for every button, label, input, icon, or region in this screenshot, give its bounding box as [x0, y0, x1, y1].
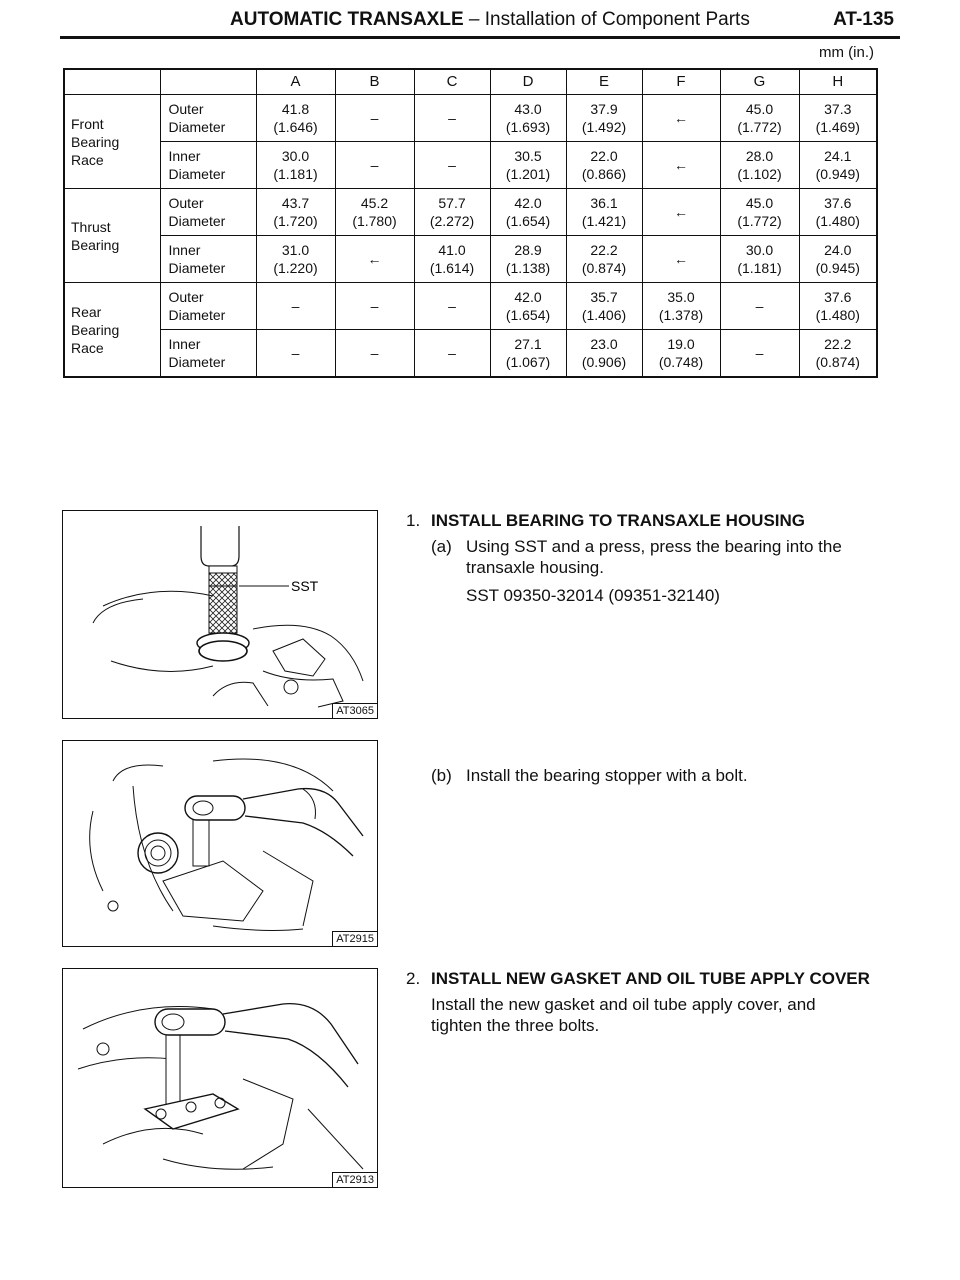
- step-2-text: [431, 994, 901, 1036]
- row-sub-label: [160, 189, 256, 236]
- table-row: [64, 142, 877, 189]
- cell-value-mm: 35.0: [667, 289, 695, 305]
- cell-value-mm: –: [291, 298, 300, 314]
- table-cell: [642, 189, 720, 236]
- cell-value-mm: ←: [674, 251, 688, 267]
- cell-value-mm: 41.8: [281, 101, 310, 117]
- cell-value-in: (1.492): [581, 119, 627, 135]
- page-title-bold: AUTOMATIC TRANSAXLE: [230, 9, 464, 30]
- table-cell: [566, 330, 642, 378]
- cell-value-mm: 23.0: [590, 336, 618, 352]
- cell-value-in: (1.780): [352, 213, 397, 229]
- table-row: [64, 189, 877, 236]
- cell-value-mm: 37.3: [824, 101, 852, 117]
- cell-value-mm: –: [755, 298, 764, 314]
- cell-value-in: (1.480): [815, 213, 860, 229]
- substep-label: (b): [431, 766, 452, 785]
- cell-value-mm: 30.5: [514, 148, 542, 164]
- cell-value-mm: –: [755, 345, 764, 361]
- cell-value-in: (1.181): [273, 166, 318, 182]
- table-cell: [799, 283, 877, 330]
- cell-value-in: (0.748): [658, 354, 704, 370]
- cell-value-mm: –: [448, 345, 456, 361]
- cell-value-in: (0.874): [815, 354, 860, 370]
- table-cell: [720, 95, 799, 142]
- table-header-row: [64, 69, 877, 95]
- table-cell: [256, 330, 335, 378]
- cell-value-in: (1.646): [273, 119, 318, 135]
- row-sub-label: [160, 95, 256, 142]
- cell-value-mm: 22.2: [590, 242, 618, 258]
- cell-value-in: (1.469): [815, 119, 860, 135]
- row-sub-label-line: Inner: [168, 148, 201, 164]
- figure-code: AT2915: [332, 931, 377, 946]
- table-cell: [414, 283, 490, 330]
- substep-text: Install the bearing stopper with a bolt.: [466, 766, 748, 785]
- header-blank: [160, 69, 256, 95]
- table-cell: [642, 330, 720, 378]
- cell-value-mm: –: [448, 157, 456, 173]
- sst-number: SST 09350-32014 (09351-32140): [466, 586, 720, 605]
- cell-value-in: (1.067): [505, 354, 551, 370]
- cell-value-mm: 37.6: [824, 195, 852, 211]
- substep-text-line: Using SST and a press, press the bearing into the: [466, 537, 842, 556]
- column-header: C: [414, 69, 490, 95]
- table-cell: [414, 95, 490, 142]
- row-sub-label-line: Diameter: [168, 166, 226, 182]
- press-bearing-illustration: [63, 511, 377, 718]
- table-cell: [490, 95, 566, 142]
- row-sub-label-line: Diameter: [168, 213, 226, 229]
- cell-value-in: (1.406): [581, 307, 627, 323]
- cell-value-mm: –: [370, 298, 379, 314]
- cell-value-mm: 22.2: [824, 336, 852, 352]
- table-cell: [642, 142, 720, 189]
- cell-value-in: (0.949): [815, 166, 860, 182]
- row-group-label-line: Bearing: [71, 321, 120, 338]
- cell-value-in: (1.772): [737, 213, 782, 229]
- cell-value-mm: 45.2: [360, 195, 389, 211]
- header-blank: [64, 69, 160, 95]
- cell-value-in: (1.138): [505, 260, 551, 276]
- table-cell: [414, 142, 490, 189]
- table-body: [64, 95, 877, 378]
- row-group-label-line: Bearing: [71, 133, 120, 150]
- column-header: G: [720, 69, 799, 95]
- row-sub-label: [160, 236, 256, 283]
- table-cell: [256, 283, 335, 330]
- cell-value-in: (1.693): [505, 119, 551, 135]
- table-cell: [566, 189, 642, 236]
- page-title: [230, 9, 750, 31]
- table-cell: [799, 236, 877, 283]
- table-cell: [490, 283, 566, 330]
- cell-value-mm: 43.0: [514, 101, 542, 117]
- cell-value-mm: 24.0: [824, 242, 852, 258]
- table-row: [64, 330, 877, 378]
- table-cell: [566, 142, 642, 189]
- table-cell: [799, 95, 877, 142]
- cell-value-mm: 30.0: [745, 242, 774, 258]
- row-sub-label-line: Diameter: [168, 119, 226, 135]
- row-sub-label-line: Inner: [168, 336, 201, 352]
- page-header: [60, 6, 900, 39]
- table-row: [64, 95, 877, 142]
- column-header: A: [256, 69, 335, 95]
- table-cell: [490, 236, 566, 283]
- step-title: INSTALL NEW GASKET AND OIL TUBE APPLY COVER: [431, 969, 870, 988]
- figure-code: AT2913: [332, 1172, 377, 1187]
- table-cell: [335, 236, 414, 283]
- row-group-label-line: Front: [71, 115, 104, 132]
- cell-value-in: (1.720): [273, 213, 318, 229]
- row-sub-label-line: Diameter: [168, 307, 226, 323]
- cell-value-mm: –: [370, 110, 379, 126]
- cell-value-mm: 22.0: [590, 148, 618, 164]
- column-header: F: [642, 69, 720, 95]
- cell-value-in: (1.614): [429, 260, 475, 276]
- row-sub-label: [160, 142, 256, 189]
- table-cell: [642, 95, 720, 142]
- cell-value-mm: –: [448, 110, 456, 126]
- cell-value-in: (1.102): [737, 166, 782, 182]
- table-cell: [490, 142, 566, 189]
- column-header: D: [490, 69, 566, 95]
- table-cell: [642, 236, 720, 283]
- cell-value-in: (1.201): [505, 166, 551, 182]
- figure-code: AT3065: [332, 703, 377, 718]
- table-cell: [335, 283, 414, 330]
- table-cell: [335, 142, 414, 189]
- cell-value-in: (1.181): [737, 260, 782, 276]
- table-row: [64, 283, 877, 330]
- cell-value-mm: ←: [674, 157, 688, 173]
- table-cell: [490, 330, 566, 378]
- row-sub-label: [160, 330, 256, 378]
- cell-value-mm: 28.9: [514, 242, 542, 258]
- cell-value-mm: 24.1: [824, 148, 852, 164]
- table-cell: [490, 189, 566, 236]
- table-cell: [335, 330, 414, 378]
- table-cell: [720, 330, 799, 378]
- table-cell: [799, 330, 877, 378]
- row-group-label-line: Rear: [71, 303, 102, 320]
- table-cell: [256, 142, 335, 189]
- substep-label: (a): [431, 537, 452, 556]
- table-cell: [566, 236, 642, 283]
- cell-value-in: (1.654): [505, 307, 551, 323]
- cell-value-mm: 41.0: [438, 242, 466, 258]
- cell-value-mm: 45.0: [745, 101, 774, 117]
- cell-value-mm: 27.1: [514, 336, 542, 352]
- page-number: AT-135: [833, 9, 894, 30]
- table-cell: [720, 236, 799, 283]
- cell-value-mm: 28.0: [745, 148, 774, 164]
- table-cell: [720, 283, 799, 330]
- units-label: mm (in.): [819, 44, 874, 61]
- row-group-label-line: Race: [71, 339, 104, 356]
- sst-callout: SST: [291, 578, 319, 594]
- row-sub-label-line: Diameter: [168, 354, 226, 370]
- row-sub-label-line: Inner: [168, 242, 201, 258]
- column-header: B: [335, 69, 414, 95]
- step-text-line: Install the new gasket and oil tube apply cover, and: [431, 995, 816, 1014]
- table-cell: [799, 142, 877, 189]
- cell-value-in: (1.480): [815, 307, 860, 323]
- cell-value-in: (1.772): [737, 119, 782, 135]
- row-sub-label: [160, 283, 256, 330]
- column-header: E: [566, 69, 642, 95]
- cell-value-in: (2.272): [429, 213, 475, 229]
- cell-value-mm: –: [370, 345, 379, 361]
- cell-value-mm: 42.0: [514, 289, 542, 305]
- row-sub-label-line: Diameter: [168, 260, 226, 276]
- cell-value-in: (0.906): [581, 354, 627, 370]
- table-cell: [566, 95, 642, 142]
- cell-value-mm: –: [448, 298, 456, 314]
- step-text-line: tighten the three bolts.: [431, 1016, 600, 1035]
- cell-value-mm: 57.7: [438, 195, 466, 211]
- cell-value-mm: 31.0: [281, 242, 310, 258]
- table-cell: [414, 330, 490, 378]
- row-sub-label-line: Outer: [168, 195, 204, 211]
- table-cell: [335, 95, 414, 142]
- row-sub-label-line: Outer: [168, 289, 204, 305]
- table-cell: [566, 283, 642, 330]
- table-row: [64, 236, 877, 283]
- bearing-stopper-illustration: [63, 741, 377, 946]
- cell-value-mm: ←: [367, 251, 382, 267]
- page-title-rest: – Installation of Component Parts: [463, 9, 750, 30]
- step-title: INSTALL BEARING TO TRANSAXLE HOUSING: [431, 511, 806, 530]
- cell-value-in: (1.421): [581, 213, 627, 229]
- cell-value-mm: 36.1: [590, 195, 618, 211]
- cell-value-in: (0.866): [581, 166, 627, 182]
- table-cell: [720, 142, 799, 189]
- cell-value-mm: 45.0: [745, 195, 774, 211]
- row-group-label: [64, 95, 160, 189]
- table-cell: [256, 189, 335, 236]
- step-number: 1.: [406, 511, 421, 530]
- cell-value-in: (1.220): [273, 260, 318, 276]
- row-sub-label-line: Outer: [168, 101, 204, 117]
- cell-value-mm: 37.9: [590, 101, 618, 117]
- cell-value-mm: –: [291, 345, 300, 361]
- table-cell: [799, 189, 877, 236]
- bearing-race-spec-table: [63, 68, 878, 378]
- row-group-label-line: Thrust: [71, 218, 111, 235]
- table-cell: [642, 283, 720, 330]
- row-group-label: [64, 189, 160, 283]
- cell-value-mm: 19.0: [667, 336, 695, 352]
- cell-value-in: (1.378): [658, 307, 704, 323]
- cell-value-mm: –: [370, 157, 379, 173]
- row-group-label: [64, 283, 160, 378]
- cell-value-in: (1.654): [505, 213, 551, 229]
- cell-value-mm: 35.7: [590, 289, 618, 305]
- step-number: 2.: [406, 969, 421, 988]
- cell-value-mm: 37.6: [824, 289, 852, 305]
- table-cell: [335, 189, 414, 236]
- substep-text-line: transaxle housing.: [466, 558, 604, 577]
- cell-value-mm: 30.0: [281, 148, 310, 164]
- cell-value-mm: ←: [674, 204, 688, 220]
- figure-oil-tube-cover: [62, 968, 378, 1188]
- table-cell: [256, 95, 335, 142]
- table-cell: [414, 189, 490, 236]
- table-cell: [720, 189, 799, 236]
- cell-value-in: (0.945): [815, 260, 860, 276]
- cell-value-mm: 43.7: [281, 195, 310, 211]
- table-cell: [256, 236, 335, 283]
- table-cell: [414, 236, 490, 283]
- row-group-label-line: Race: [71, 151, 104, 168]
- cell-value-in: (0.874): [581, 260, 627, 276]
- column-header: H: [799, 69, 877, 95]
- figure-press-bearing: [62, 510, 378, 719]
- row-group-label-line: Bearing: [71, 236, 120, 253]
- oil-tube-cover-illustration: [63, 969, 377, 1187]
- cell-value-mm: 42.0: [514, 195, 542, 211]
- figure-bearing-stopper: [62, 740, 378, 947]
- cell-value-mm: ←: [674, 110, 688, 126]
